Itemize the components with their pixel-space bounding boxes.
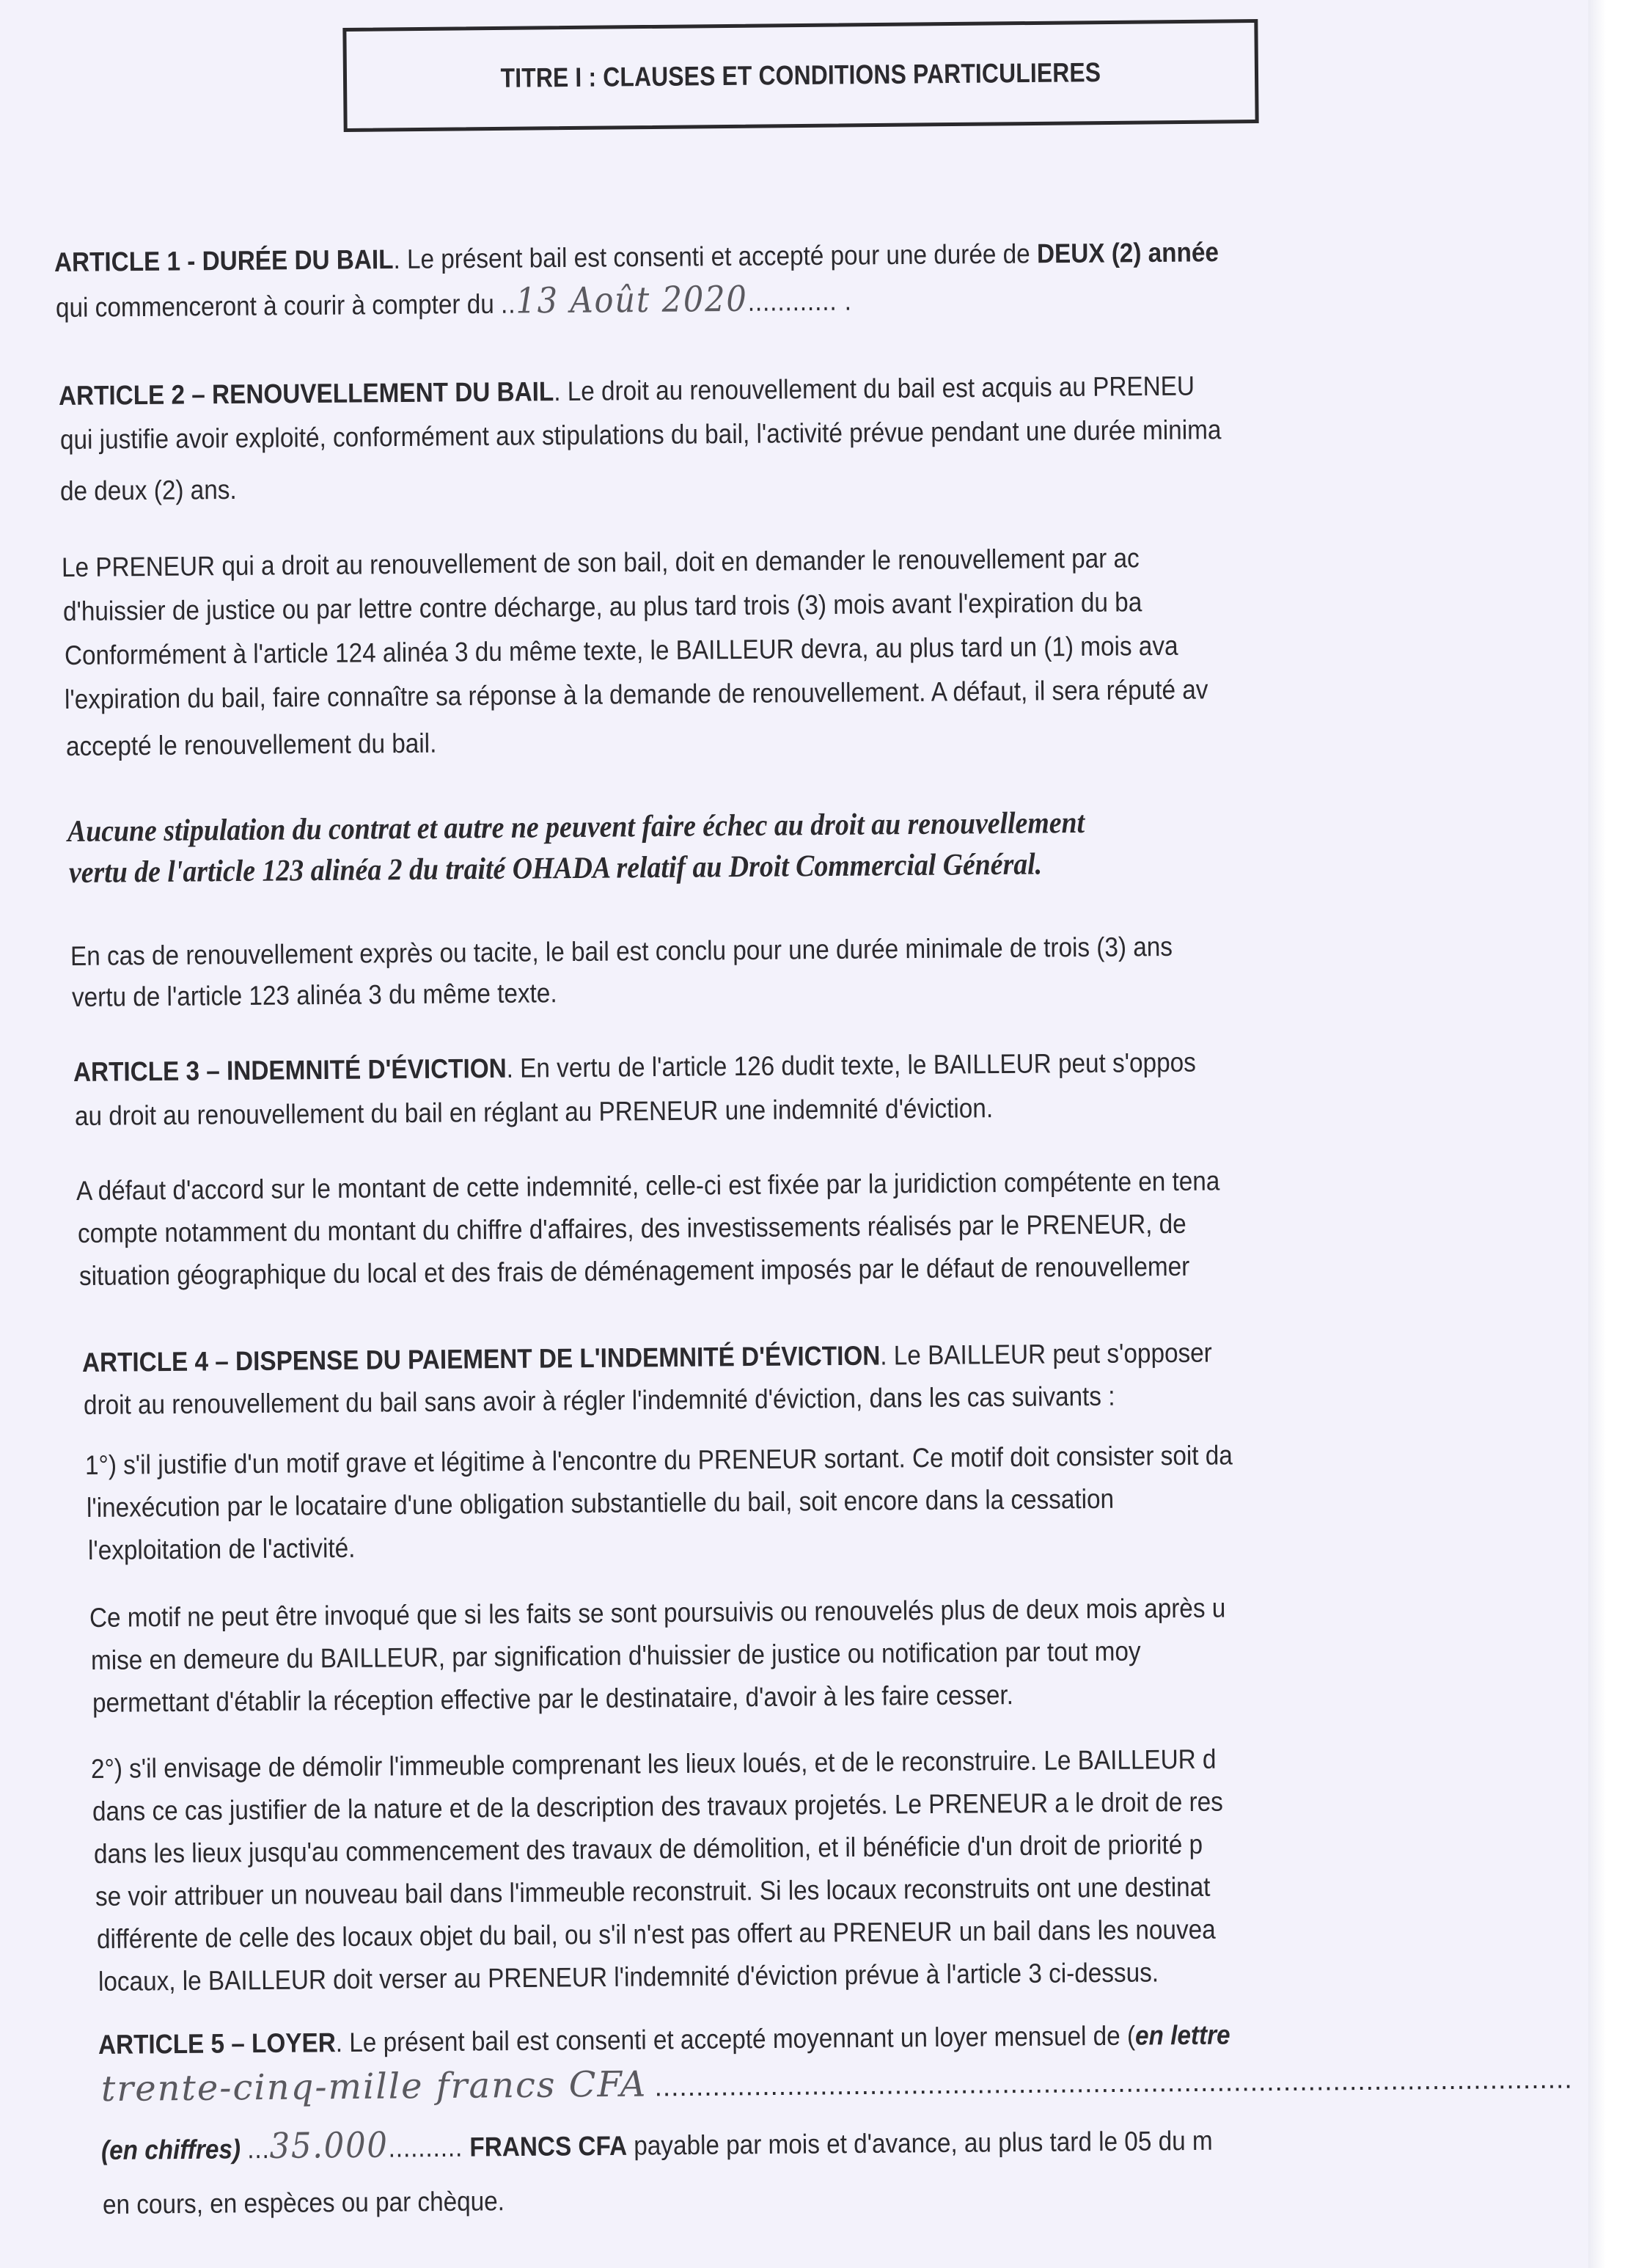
in-figures-label: (en chiffres) [100,2134,241,2165]
scanner-edge [1588,0,1647,2268]
article3-line1: ARTICLE 3 – INDEMNITÉ D'ÉVICTION. En vertu de l'article 126 dudit texte, le BAILLEUR peut s'oppos [73,1047,1196,1087]
article4-note-line2: mise en demeure du BAILLEUR, par signification d'huissier de justice ou notification par tout moy [90,1636,1141,1675]
article2-emphasis-line2: vertu de l'article 123 alinéa 2 du traité OHADA relatif au Droit Commercial Général. [68,847,1043,890]
article4-case2-line5: différente de celle des locaux objet du bail, ou s'il n'est pas offert au PRENEUR un bail dans les nouvea [96,1914,1216,1954]
article2-heading: ARTICLE 2 – RENOUVELLEMENT DU BAIL [58,376,554,411]
article2-para2-line3: Conformément à l'article 124 alinéa 3 du même texte, le BAILLEUR devra, au plus tard un (1) mois ava [64,630,1178,670]
article4-line1: ARTICLE 4 – DISPENSE DU PAIEMENT DE L'INDEMNITÉ D'ÉVICTION. Le BAILLEUR peut s'opposer [81,1337,1212,1378]
article3-para2-line1: A défaut d'accord sur le montant de cette indemnité, celle-ci est fixée par la juridiction compétente en tena [76,1166,1220,1206]
rent-in-words-field[interactable]: trente-cinq-mille francs CFA [100,2063,648,2110]
article5-last-line: en cours, en espèces ou par chèque. [102,2186,505,2220]
article3-heading: ARTICLE 3 – INDEMNITÉ D'ÉVICTION [73,1053,507,1087]
article4-note-line3: permettant d'établir la réception effective par le destinataire, d'avoir à les faire cesser. [92,1680,1014,1718]
article2-para2-line4: l'expiration du bail, faire connaître sa réponse à la demande de renouvellement. A défaut, il sera réputé av [64,674,1208,714]
article2-para3-line1: En cas de renouvellement exprès ou tacite, le bail est conclu pour une durée minimale de trois (3) ans [70,931,1173,971]
article2-emphasis-line1: Aucune stipulation du contrat et autre ne peuvent faire échec au droit au renouvellement [67,805,1085,849]
article2-para2-line1: Le PRENEUR qui a droit au renouvellement de son bail, doit en demander le renouvellement par ac [61,543,1140,582]
article3-para2-line2: compte notamment du montant du chiffre d'affaires, des investissements réalisés par le PRENEUR, de [77,1208,1186,1248]
article1-duration: DEUX (2) année [1036,237,1219,269]
article4-case2-line1: 2°) s'il envisage de démolir l'immeuble comprenant les lieux loués, et de le reconstruire. Le BAILLEUR d [90,1744,1217,1784]
article3-line2: au droit au renouvellement du bail en réglant au PRENEUR une indemnité d'éviction. [74,1093,994,1131]
article4-line2: droit au renouvellement du bail sans avoir à régler l'indemnité d'éviction, dans les cas suivants : [83,1380,1115,1420]
article4-case2-line3: dans les lieux jusqu'au commencement des travaux de démolition, et il bénéficie d'un droit de priorité p [93,1829,1203,1869]
document-title: TITRE I : CLAUSES ET CONDITIONS PARTICULIERES [500,57,1101,93]
article4-case2-line4: se voir attribuer un nouveau bail dans l'immeuble reconstruit. Si les locaux reconstruits ont une destinat [95,1871,1211,1912]
title-box [342,19,1258,132]
article5-line1: ARTICLE 5 – LOYER. Le présent bail est consenti et accepté moyennant un loyer mensuel de (en lettre [98,2019,1230,2060]
article4-heading: ARTICLE 4 – DISPENSE DU PAIEMENT DE L'INDEMNITÉ D'ÉVICTION [81,1340,881,1378]
article2-para3-line2: vertu de l'article 123 alinéa 3 du même texte. [71,978,557,1012]
article4-case1-line2: l'inexécution par le locataire d'une obligation substantielle du bail, soit encore dans la cessation [86,1483,1115,1523]
rent-in-words-line: trente-cinq-mille francs CFA ............................................................................................................... [100,2063,1573,2110]
article1-heading: ARTICLE 1 - DURÉE DU BAIL [54,244,394,277]
article4-case1-line3: l'exploitation de l'activité. [87,1532,356,1565]
article2-line1: ARTICLE 2 – RENOUVELLEMENT DU BAIL. Le droit au renouvellement du bail est acquis au PRENEU [58,370,1195,411]
article5-heading: ARTICLE 5 – LOYER [98,2027,336,2060]
article2-para2-line2: d'huissier de justice ou par lettre contre décharge, au plus tard trois (3) mois avant l'expiration du ba [62,587,1142,626]
article2-line3: de deux (2) ans. [59,474,237,506]
article1-line1: ARTICLE 1 - DURÉE DU BAIL. Le présent bail est consenti et accepté pour une durée de DEUX (2) année [54,237,1219,277]
rent-in-figures-line: (en chiffres) ...35.000.......... FRANCS CFA payable par mois et d'avance, au plus tard le 05 du m [100,2124,1213,2167]
article4-note-line1: Ce motif ne peut être invoqué que si les faits se sont poursuivis ou renouvelés plus de deux mois après u [89,1592,1226,1633]
in-letters-label: en lettre [1134,2019,1230,2051]
article3-para2-line3: situation géographique du local et des frais de déménagement imposés par le défaut de renouvellemer [78,1251,1190,1291]
article4-case2-line6: locaux, le BAILLEUR doit verser au PRENEUR l'indemnité d'éviction prévue à l'article 3 ci-dessus. [98,1957,1159,1997]
currency-label: FRANCS CFA [469,2130,628,2162]
rent-in-figures-field[interactable]: 35.000 [269,2124,389,2167]
article2-para2-line5: accepté le renouvellement du bail. [65,728,437,761]
start-date-field[interactable]: 13 Août 2020 [516,278,748,322]
article1-line2: qui commenceront à courir à compter du ..13 Août 2020............ . [55,278,853,323]
article4-case2-line2: dans ce cas justifier de la nature et de la description des travaux projetés. Le PRENEUR a le droit de res [92,1786,1223,1826]
article2-line2: qui justifie avoir exploité, conformément aux stipulations du bail, l'activité prévue pendant une durée minima [59,414,1222,455]
article4-case1-line1: 1°) s'il justifie d'un motif grave et légitime à l'encontre du PRENEUR sortant. Ce motif doit consister soit da [84,1440,1233,1480]
